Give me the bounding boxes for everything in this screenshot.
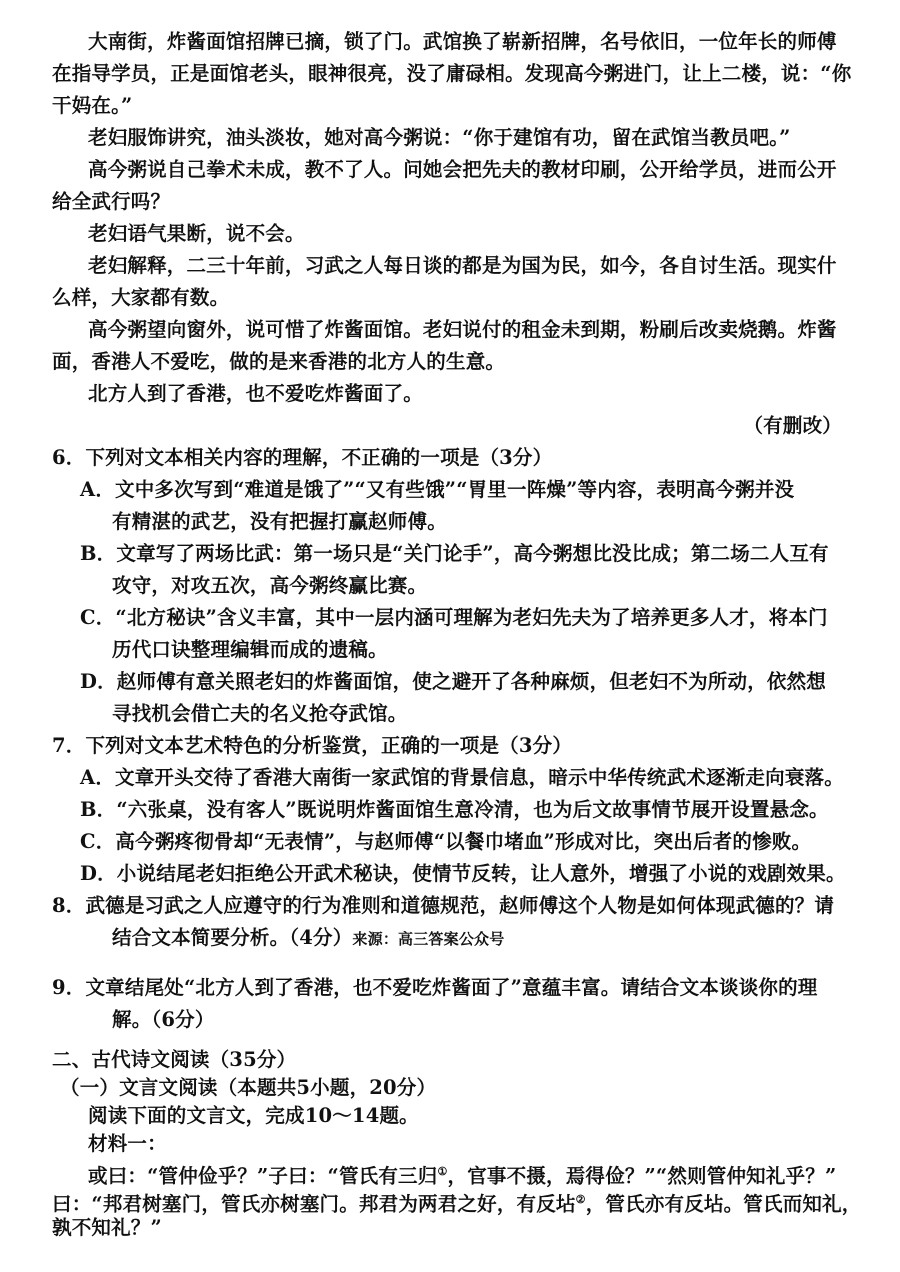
classical-text: ，官事不摄，焉得俭？”“然则管仲知礼乎？” [447,1164,837,1188]
option-7b: B．“六张桌，没有客人”既说明炸酱面馆生意冷清，也为后文故事情节展开设置悬念。 [80,798,829,821]
source-watermark: 来源：高三答案公众号 [352,930,505,948]
option-6a: A．文中多次写到“难道是饿了”“又有些饿”“胃里一阵燥”等内容，表明高今粥并没 [80,478,795,501]
option-6b: B．文章写了两场比武：第一场只是“关门论手”，高今粥想比没比成；第二场二人互有 [80,542,829,565]
passage-line: 么样，大家都有数。 [52,286,230,309]
passage-line: 干妈在。” [52,94,133,117]
sub-heading: （一）文言文阅读（本题共5小题，20分） [60,1076,437,1099]
option-6c-cont: 历代口诀整理编辑而成的遗稿。 [112,638,388,661]
question-8-cont [112,926,504,951]
option-6c: C．“北方秘诀”含义丰富，其中一层内涵可理解为老妇先夫为了培养更多人才，将本门 [80,606,828,629]
instruction: 阅读下面的文言文，完成10～14题。 [88,1104,419,1127]
passage-line: 老妇服饰讲究，油头淡妆，她对高今粥说：“你于建馆有功，留在武馆当教员吧。” [88,126,791,149]
footnote-marker: ② [575,1193,586,1206]
section-heading: 二、古代诗文阅读（35分） [52,1048,297,1071]
passage-line: 北方人到了香港，也不爱吃炸酱面了。 [88,382,423,405]
question-6-stem: 6．下列对文本相关内容的理解，不正确的一项是（3分） [52,446,553,469]
footnote-marker: ① [437,1165,448,1178]
question-9-cont: 解。（6分） [112,1008,215,1031]
question-8: 8．武德是习武之人应遵守的行为准则和道德规范，赵师傅这个人物是如何体现武德的？请 [52,894,835,917]
passage-line: 面，香港人不爱吃，做的是来香港的北方人的生意。 [52,350,506,373]
option-7c: C．高今粥疼彻骨却“无表情”，与赵师傅“以餐巾堵血”形成对比，突出后者的惨败。 [80,830,812,853]
option-6d: D．赵师傅有意关照老妇的炸酱面馆，使之避开了各种麻烦，但老妇不为所动，依然想 [80,670,827,693]
passage-line: 给全武行吗？ [52,190,171,213]
passage-line: 老妇解释，二三十年前，习武之人每日谈的都是为国为民，如今，各自讨生活。现实什 [88,254,837,277]
option-7d: D．小说结尾老妇拒绝公开武术秘诀，使情节反转，让人意外，增强了小说的戏剧效果。 [80,862,846,885]
passage-line: 老妇语气果断，说不会。 [88,222,305,245]
classical-text: 或曰：“管仲俭乎？”子曰：“管氏有三归 [88,1164,438,1188]
classical-line [52,1188,862,1217]
classical-text: 曰：“邦君树塞门，管氏亦树塞门。邦君为两君之好，有反坫 [52,1192,576,1216]
question-9: 9．文章结尾处“北方人到了香港，也不爱吃炸酱面了”意蕴丰富。请结合文本谈谈你的理 [52,976,818,999]
passage-line: 高今粥说自己拳术未成，教不了人。问她会把先夫的教材印刷，公开给学员，进而公开 [88,158,837,181]
option-6d-cont: 寻找机会借亡夫的名义抢夺武馆。 [112,702,408,725]
classical-line [88,1160,836,1189]
material-label: 材料一： [88,1132,167,1155]
passage-line: 高今粥望向窗外，说可惜了炸酱面馆。老妇说付的租金未到期，粉刷后改卖烧鹅。炸酱 [88,318,837,341]
passage-line: 在指导学员，正是面馆老头，眼神很亮，没了庸碌相。发现高今粥进门，让上二楼，说：“你 [52,62,852,85]
question-7-stem: 7．下列对文本艺术特色的分析鉴赏，正确的一项是（3分） [52,734,573,757]
classical-text: ，管氏亦有反坫。管氏而知礼， [585,1192,862,1216]
question-8-text: 结合文本简要分析。（4分） [112,926,353,949]
option-6b-cont: 攻守，对攻五次，高今粥终赢比赛。 [112,574,428,597]
classical-line: 孰不知礼？” [52,1216,162,1239]
option-6a-cont: 有精湛的武艺，没有把握打赢赵师傅。 [112,510,447,533]
passage-line: 大南街，炸酱面馆招牌已摘，锁了门。武馆换了崭新招牌，名号依旧，一位年长的师傅 [88,30,837,53]
source-note: （有删改） [743,414,842,437]
option-7a: A．文章开头交待了香港大南街一家武馆的背景信息，暗示中华传统武术逐渐走向衰落。 [80,766,844,789]
